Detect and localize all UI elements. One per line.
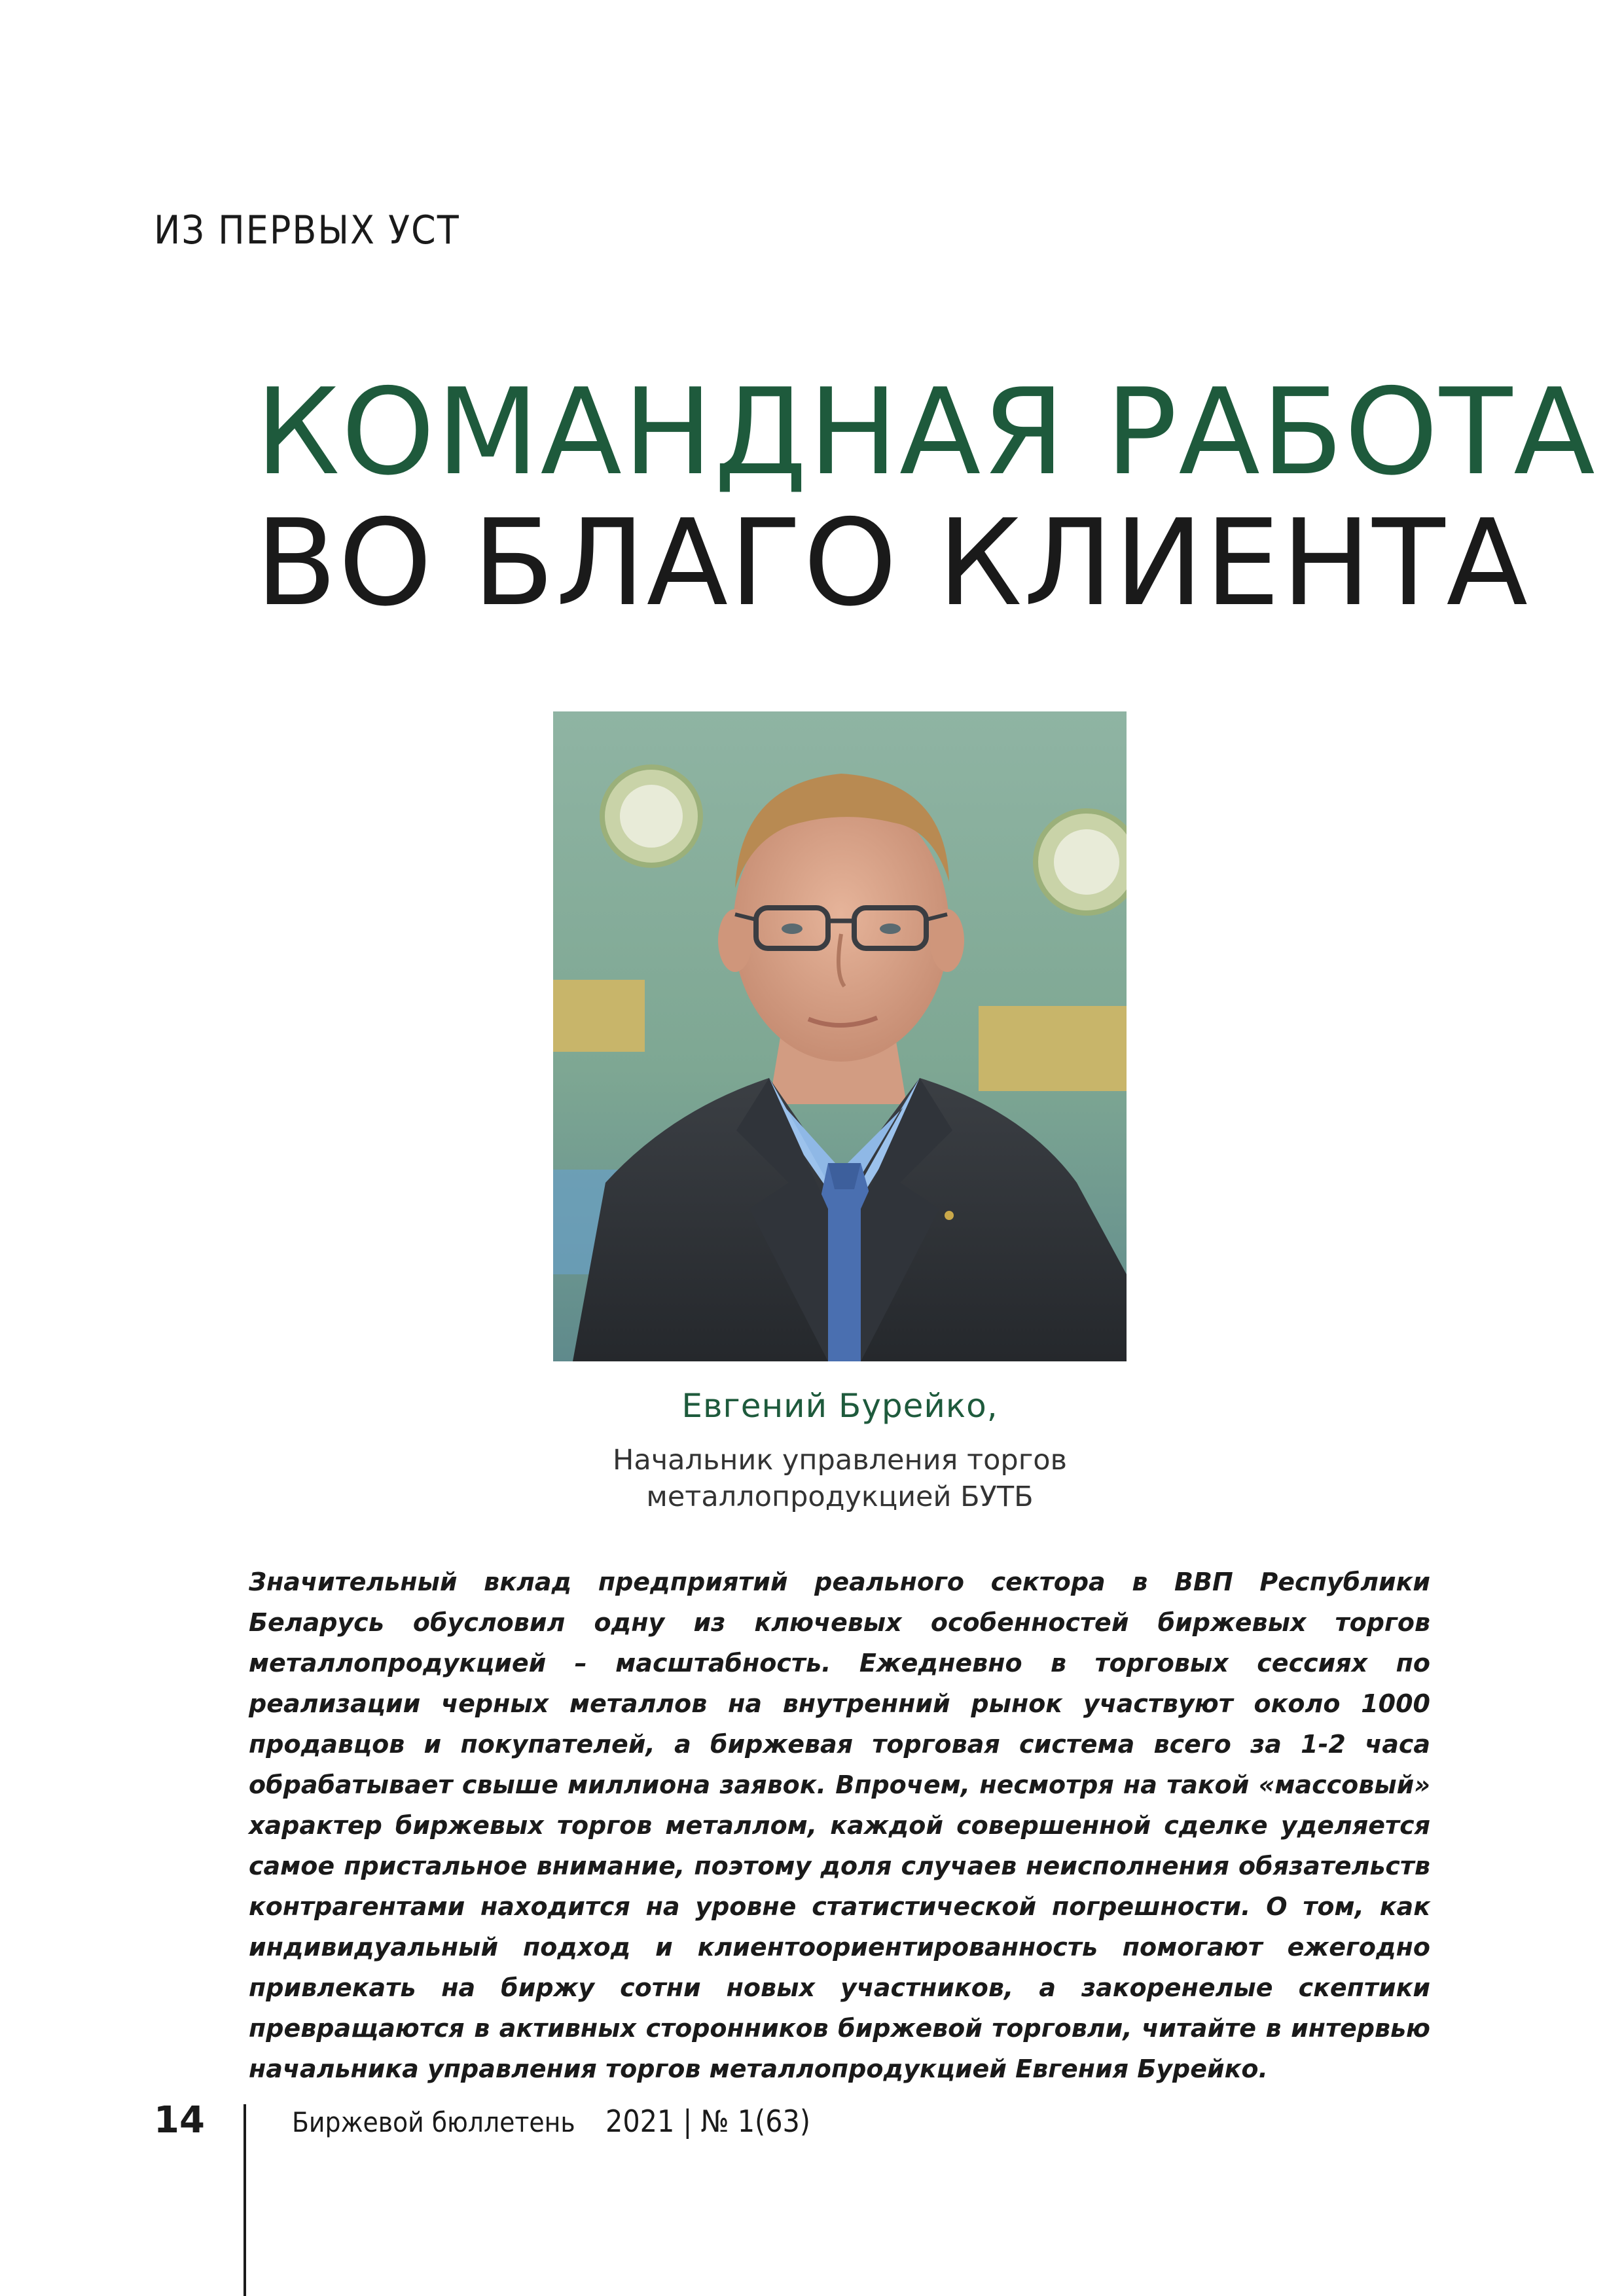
publication-name: Биржевой бюллетень xyxy=(292,2106,575,2138)
issue-number: 2021 | № 1(63) xyxy=(605,2104,810,2139)
footer-divider xyxy=(244,2104,246,2296)
caption-role-line-1: Начальник управления торгов xyxy=(613,1444,1067,1477)
article-title xyxy=(255,363,1597,632)
caption-role xyxy=(458,1442,1221,1515)
portrait-photo xyxy=(553,711,1127,1361)
section-label: ИЗ ПЕРВЫХ УСТ xyxy=(154,207,460,253)
caption-name: Евгений Бурейко, xyxy=(681,1387,998,1425)
lead-paragraph: Значительный вклад предприятий реального сектора в ВВП Республики Беларусь обусловил одну из ключевых особенностей биржевых торгов металлопродукцией – масштабность. Ежедневно в торговых сессиях по реализации черных металлов на внутренний рынок участвуют около 1000 продавцов и покупателей, а биржевая торговая система всего за 1-2 часа обрабатывает свыше миллиона заявок. Впрочем, несмотря на такой «массовый» характер биржевых торгов металлом, каждой совершенной сделке уделяется самое пристальное внимание, поэтому доля случаев неисполнения обязательств контрагентами находится на уровне статистической погрешности. О том, как индивидуальный подход и клиентоориентированность помогают ежегодно привлекать на биржу сотни новых участников, а закоренелые скептики превращаются в активных сторонников биржевой торговли, читайте в интервью начальника управления торгов металлопродукцией Евгения Бурейко. xyxy=(249,1568,1430,2083)
caption-role-line-2: металлопродукцией БУТБ xyxy=(646,1480,1034,1513)
title-line-2: ВО БЛАГО КЛИЕНТА xyxy=(255,493,1530,632)
page-number: 14 xyxy=(154,2099,205,2142)
title-line-1: КОМАНДНАЯ РАБОТА xyxy=(255,363,1597,501)
